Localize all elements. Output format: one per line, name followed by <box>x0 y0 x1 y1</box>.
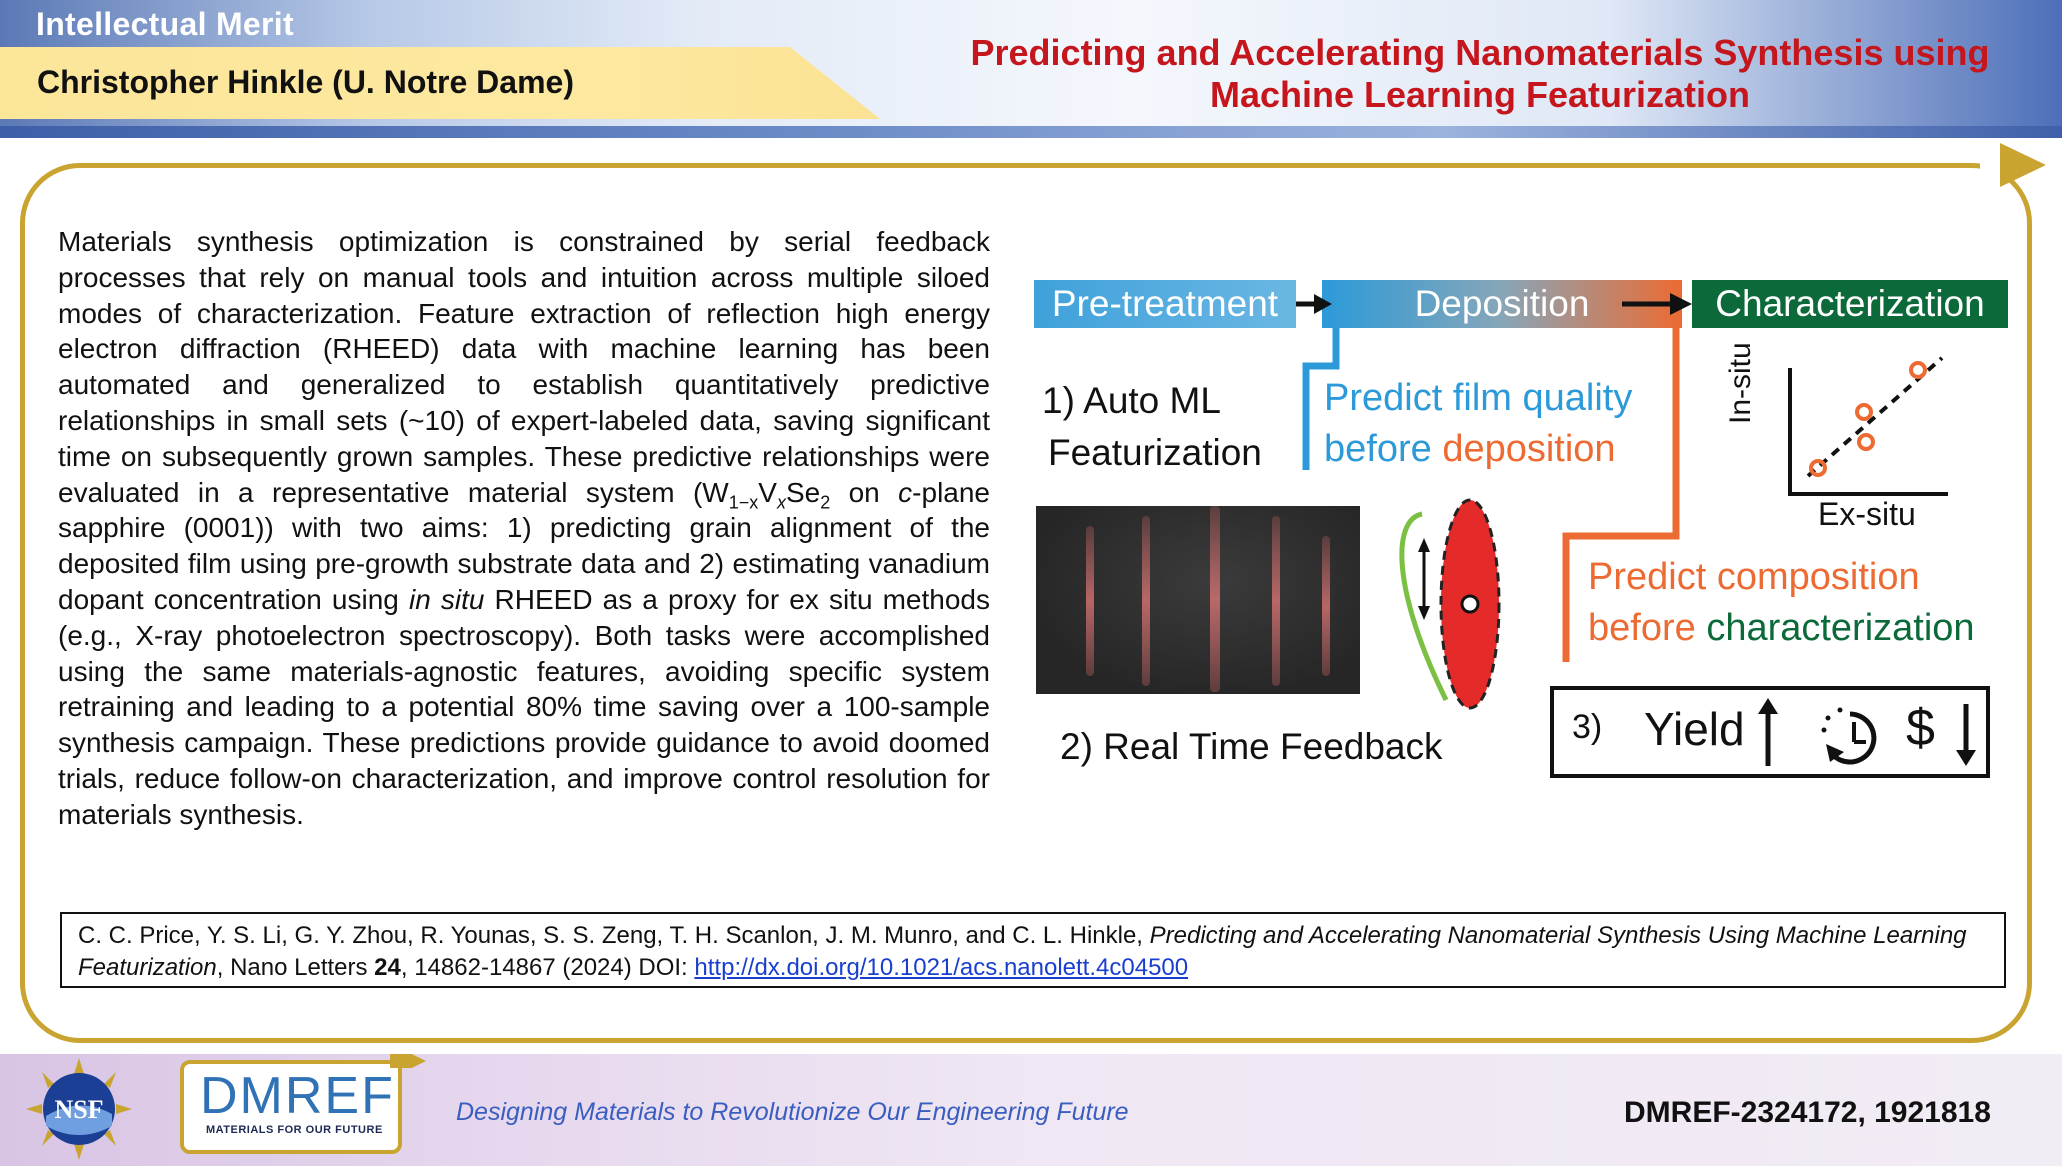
italic-text: in situ <box>408 583 485 615</box>
plot-point <box>1857 405 1871 419</box>
abstract-part: Se <box>785 476 821 508</box>
abstract-part: -plane sapphire (0001)) with two aims: 1) predicting grain alignment of the deposited film using pre-growth substrate data and 2) estimating vanadium dopant concentration using <box>58 476 991 615</box>
plot-point <box>1859 435 1873 449</box>
arrow-pre-to-dep-icon <box>1296 294 1332 314</box>
citation-volume: 24 <box>374 954 401 981</box>
axis-label-y: In-situ <box>1724 342 1757 424</box>
doi-link[interactable]: http://dx.doi.org/10.1021/acs.nanolett.4c04500 <box>694 954 1189 981</box>
plot-point <box>1811 461 1825 475</box>
subscript: x <box>776 492 786 513</box>
predict-comp-highlight: characterization <box>1706 607 1975 649</box>
dollar-icon: $ <box>1906 699 1935 757</box>
real-time-feedback-label: 2) Real Time Feedback <box>1060 726 1443 767</box>
predict-film-before: before <box>1324 428 1443 470</box>
section-label: Intellectual Merit <box>36 6 294 42</box>
dmref-subtitle: MATERIALS FOR OUR FUTURE <box>206 1124 383 1136</box>
yield-number: 3) <box>1572 708 1603 746</box>
yield-label: Yield <box>1644 703 1745 755</box>
citation-title: Predicting and Accelerating Nanomaterial Synthesis Using Machine Learning Featurization <box>78 922 1967 981</box>
feedback-graphic <box>1402 500 1499 708</box>
predict-film-label <box>1324 373 1632 475</box>
title-line-2: Machine Learning Featurization <box>1209 74 1751 115</box>
award-number: DMREF-2324172, 1921818 <box>1624 1096 1991 1129</box>
auto-ml-line-2: Featurization <box>1048 432 1262 473</box>
subscript: 2 <box>820 492 831 513</box>
axis-label-x: Ex-situ <box>1818 496 1916 532</box>
stage-characterization: Characterization <box>1692 280 2008 328</box>
auto-ml-line-1: 1) Auto ML <box>1042 380 1221 421</box>
citation-journal: , Nano Letters <box>216 954 375 981</box>
title-line-1: Predicting and Accelerating Nanomaterials Synthesis using <box>970 32 1990 73</box>
abstract-part: V <box>758 476 777 508</box>
citation-box <box>60 912 2006 988</box>
arrow-dep-to-char-icon <box>1622 293 1692 315</box>
abstract-part: on <box>830 476 899 508</box>
subscript: 1−x <box>728 492 759 513</box>
predict-film-highlight: deposition <box>1442 428 1616 470</box>
abstract-part: RHEED as a proxy for ex situ methods (e.g., X-ray photoelectron spectroscopy). Both tasks were accomplished using the same materials-agnostic features, avoiding specific system retraining and leading to a potential 80% time saving over a 100-sample synthesis campaign. These predictions provide guidance to avoid doomed trials, reduce follow-on characterization, and improve control resolution for materials synthesis. <box>58 583 991 830</box>
citation-pages: , 14862-14867 (2024) DOI: <box>400 954 695 981</box>
predict-composition-label <box>1588 552 1975 654</box>
predict-comp-before: before <box>1588 607 1707 649</box>
abstract-part: Materials synthesis optimization is constrained by serial feedback processes that rely on manual tools and intuition across multiple siloed modes of characterization. Feature extraction of reflection high energy electron diffraction (RHEED) data with machine learning has been automated and generalized to establish quantitatively predictive relationships in small sets (~10) of expert-labeled data, saving significant time on subsequently grown samples. These predictive relationships were evaluated in a representative material system (W <box>58 226 990 508</box>
nsf-logo-icon <box>24 1056 134 1162</box>
nsf-text: NSF <box>54 1095 104 1124</box>
insitu-exsitu-plot <box>1788 358 1948 494</box>
plot-point <box>1911 363 1925 377</box>
italic-text: c <box>898 476 913 508</box>
footer-tagline: Designing Materials to Revolutionize Our Engineering Future <box>456 1098 1129 1126</box>
stage-deposition: Deposition <box>1322 280 1682 328</box>
citation-authors: C. C. Price, Y. S. Li, G. Y. Zhou, R. Younas, S. S. Zeng, T. H. Scanlon, J. M. Munro, and C. L. Hinkle, <box>78 922 1150 949</box>
dmref-word: DMREF <box>200 1067 395 1125</box>
predict-film-line-1: Predict film quality <box>1324 377 1633 419</box>
stage-pretreatment: Pre-treatment <box>1034 280 1296 328</box>
rheed-image <box>1036 506 1360 694</box>
predict-comp-line-1: Predict composition <box>1588 556 1920 598</box>
auto-ml-label <box>1042 375 1262 479</box>
author-name: Christopher Hinkle (U. Notre Dame) <box>37 64 574 100</box>
